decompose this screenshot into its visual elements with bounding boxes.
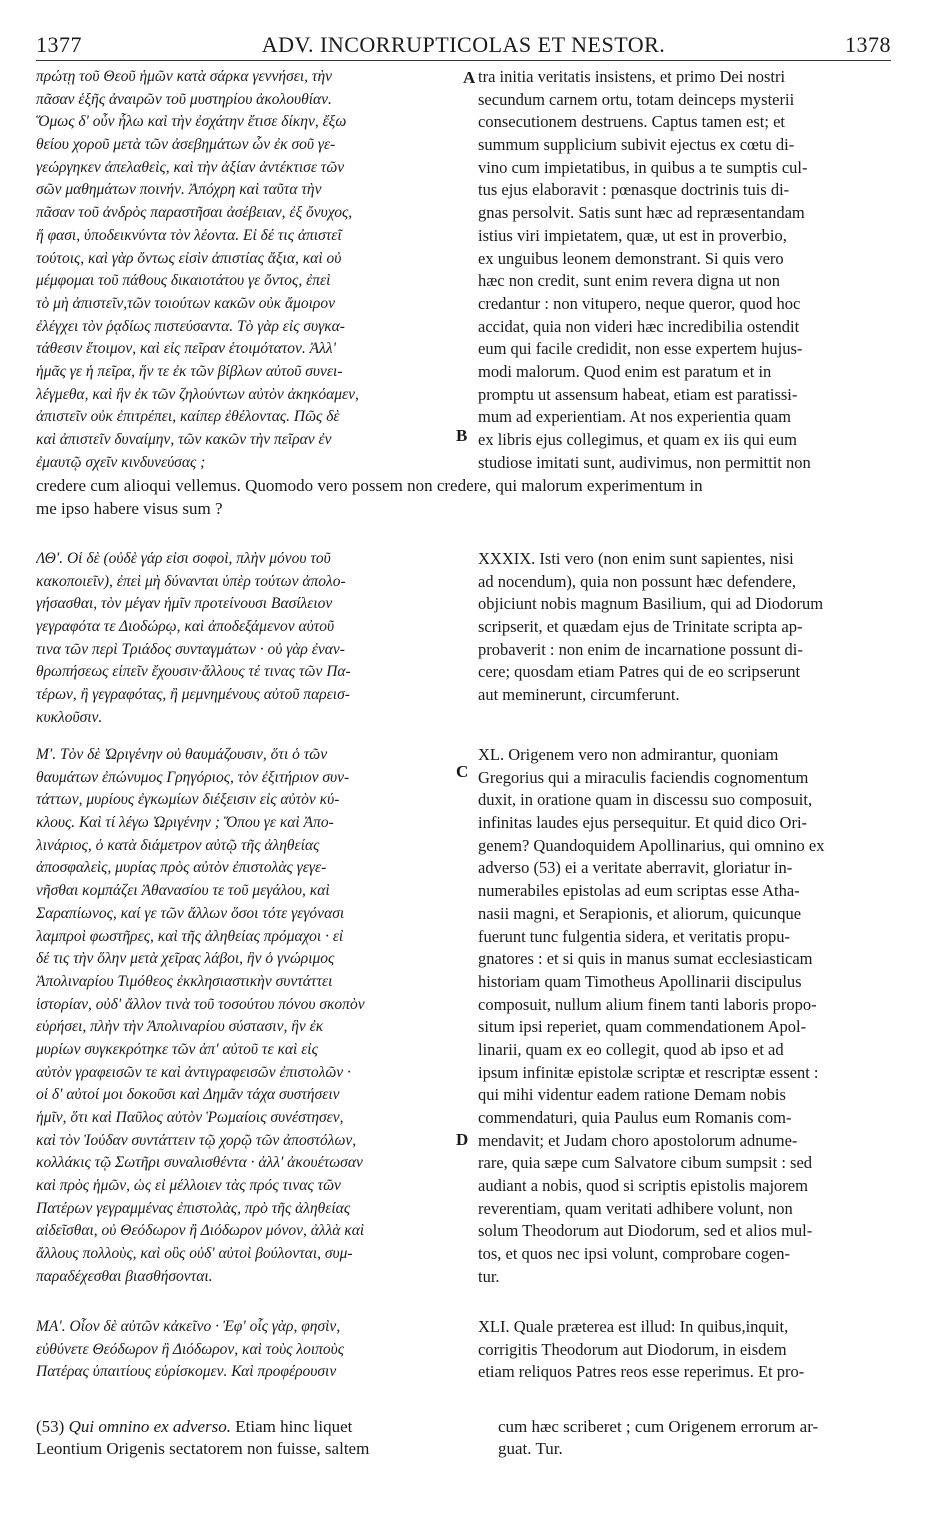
greek-line: θρωπήσεως εἰπεῖν ἔχουσιν·ἄλλους τέ τινας τῶν Πα- [36,663,351,681]
latin-line: corrigitis Theodorum aut Diodorum, in eisdem [478,1339,787,1359]
latin-line: adverso (53) ei a veritate aberravit, gloriatur in- [478,858,793,878]
latin-line: consecutionem destruens. Captus tamen est; et [478,112,786,132]
greek-line: καὶ τὸν Ἰούδαν συντάττειν τῷ χορῷ τῶν ἀποστόλων, [36,1131,357,1149]
greek-line: Πατέρας ὑπαιτίους εὑρίσκομεν. Καὶ προφέρουσιν [36,1363,337,1381]
greek-line: ἄλλους πολλοὺς, καὶ οὓς οὐδ' αὐτοὶ βούλονται, συμ- [36,1245,353,1263]
greek-line: τούτοις, καὶ γὰρ ὄντως εἰσὶν ἀπιστίας ἄξια, καὶ οὐ [36,249,342,267]
margin-marker-d: D [456,1130,469,1149]
latin-line: genem? Quandoquidem Apollinarius, qui omnino ex [478,835,825,855]
latin-line: ipsum infinitæ epistolæ scriptæ et rescriptæ essent : [478,1062,819,1082]
greek-line: τὸ μὴ ἀπιστεῖν,τῶν τοιούτων κακῶν οὐκ ἄμοιρον [36,294,335,312]
greek-line: γεγραφότα τε Διοδώρῳ, καὶ ἀποδεξάμενον αὐτοῦ [36,618,335,636]
greek-line: ἥ φασι, ὑποδεικνύντα τὸν λέοντα. Εἰ δέ τις ἀπιστεῖ [36,226,342,244]
greek-line: πᾶσαν τοῦ ἀνδρὸς παραστῆσαι ἀσέβειαν, ἐξ ὄνυχος, [36,204,353,222]
latin-line: objiciunt nobis magnum Basilium, qui ad Diodorum [478,594,824,614]
latin-line: tus ejus elaboravit : pœnasque doctrinis tuis di- [478,180,790,200]
latin-line: cere; quosdam etiam Patres qui de eo scripserunt [478,662,801,682]
latin-line: probaverit : non enim de incarnatione possunt di- [478,639,803,659]
greek-column-block4 [36,1316,456,1384]
latin-line: XXXIX. Isti vero (non enim sunt sapientes, nisi [478,549,794,568]
latin-line: mendavit; et Judam choro apostolorum adnume- [478,1130,798,1150]
latin-line: ex libris ejus collegimus, et quam ex iis qui eum [478,430,797,449]
greek-line: ἡμᾶς γε ἡ πεῖρα, ἥν τε ἐκ τῶν βίβλων αὐτοῦ συνει- [36,362,343,380]
greek-column-block1 [36,66,456,474]
greek-line: Μ'. Τὸν δὲ Ὠριγένην οὐ θαυμάζουσιν, ὅτι ὁ τῶν [36,746,328,763]
latin-line: promptu ut assensum habeat, etiam est paratissi- [478,384,798,404]
greek-line: Ἀπολιναρίου Τιμόθεος ἐκκλησιαστικὴν συντάττει [36,972,333,990]
latin-line: credantur : non vitupero, neque queror, quod hoc [478,293,801,313]
greek-line: θαυμάτων ἐπώνυμος Γρηγόριος, τὸν ἐξιτήριον συν- [36,768,350,786]
latin-column-block4 [478,1316,890,1384]
latin-line: aut meminerunt, circumferunt. [478,685,680,705]
greek-line: ΜΑ'. Οἷον δὲ αὐτῶν κἀκεῖνο · Ἐφ' οἷς γὰρ, φησὶν, [36,1318,341,1335]
latin-line: solum Theodorum aut Diodorum, sed et alios mul- [478,1221,813,1241]
greek-line: αἰδεῖσθαι, οὐ Θεόδωρον ἢ Διόδωρον μόνον, ἀλλὰ καὶ [36,1222,365,1240]
greek-line: μέμφομαι τοῦ πάθους δικαιοτάτου γε ὄντος, ἐπεὶ [36,272,331,290]
latin-line: numerabiles epistolas ad eum scriptas esse Atha- [478,881,800,901]
latin-line: mum ad experientiam. At nos experientia quam [478,407,791,427]
page-header [36,30,891,61]
latin-line: fuerunt tunc fulgentia sidera, et veritatis propu- [478,926,791,946]
footnote-right-line2: guat. Tur. [498,1439,563,1458]
latin-line: XLI. Quale præterea est illud: In quibus,inquit, [478,1317,789,1336]
greek-line: ἱστορίαν, οὐδ' ἄλλον τινὰ τοῦ τοσούτου πόνου σκοπὸν [36,995,365,1013]
latin-line: composuit, nullum alium finem tanti laboris propo- [478,994,817,1014]
latin-line: linarii, quam ex eo collegit, quod ab ipso et ad [478,1039,784,1059]
greek-line: καὶ ἀπιστεῖν δυναίμην, τῶν κακῶν τὴν πεῖραν ἐν [36,431,332,448]
footnote-number: (53) [36,1417,65,1436]
margin-marker-b: B [456,426,468,445]
latin-line: nasii magni, et Serapionis, et aliorum, quicunque [478,903,802,923]
footnote-right-line1: cum hæc scriberet ; cum Origenem errorum ar- [498,1417,819,1436]
latin-line: infinitas laudes ejus persequitur. Et quid dico Ori- [478,813,808,833]
footnote-left [36,1416,456,1460]
footnote-right [498,1416,890,1460]
greek-line: Πατέρων γεγραμμένας ἐπιστολὰς, πρὸ τῆς ἀληθείας [36,1199,351,1217]
greek-line: ΛΘ'. Οἱ δὲ (οὐδὲ γάρ εἰσι σοφοὶ, πλὴν μόνου τοῦ [36,550,331,567]
greek-line: κακοποιεῖν), ἐπεὶ μὴ δύνανται ὑπὲρ τούτων ἀπολο- [36,572,346,590]
greek-line: ἀπιστεῖν οὐκ ἐπιτρέπει, καίπερ ἐθέλοντας. Πῶς δὲ [36,408,340,426]
latin-line: scripserit, et quædam ejus de Trinitate scripta ap- [478,617,803,637]
greek-line: τάθεσιν ἕτοιμον, καὶ εἰς πεῖραν ἑτοιμότατον. Ἀλλ' [36,340,336,358]
latin-line: etiam reliquos Patres reos esse reperimus. Et pro- [478,1362,805,1382]
greek-line: σῶν μαθημάτων ποινήν. Ἀπόχρη καὶ ταῦτα τὴν [36,181,322,199]
greek-line: τέρων, ἢ γεγραφότας, ἢ μεμνημένους αὐτοῦ παρεισ- [36,686,350,704]
greek-line: τινα τῶν περὶ Τριάδος συνταγμάτων · οὐ γὰρ ἐναν- [36,640,345,658]
latin-line: situm ipsi reperiet, quam commendationem Apol- [478,1017,807,1037]
greek-line: ἡμῖν, ὅτι καὶ Παῦλος αὐτὸν Ῥωμαίοις συνέστησεν, [36,1109,344,1126]
latin-line: tur. [478,1266,500,1286]
greek-line: Ὅμως δ' οὖν ἧλω καὶ τὴν ἐσχάτην ἔτισε δίκην, ἔξω [36,113,347,131]
latin-line: accidat, quia non videri hæc incredibilia ostendit [478,316,800,336]
greek-line: κλους. Καὶ τί λέγω Ὠριγένην ; Ὅπου γε καὶ Ἀπο- [36,814,334,832]
latin-line: eum qui facile credidit, non esse expertem hujus- [478,339,803,359]
latin-line: tos, et quos nec ipsi volunt, comprobare cogen- [478,1244,791,1264]
running-title: ADV. INCORRUPTICOLAS ET NESTOR. [261,32,666,57]
greek-line: γήσασθαι, τὸν μέγαν ἡμῖν προτείνουσι Βασίλειον [36,595,333,613]
footnote-text: Etiam hinc liquet [235,1417,353,1436]
latin-line: secundum carnem ortu, totam deinceps mysterii [478,89,795,109]
greek-line: κολλάκις τῷ Σωτῆρι συναλισθέντα · ἀλλ' ἀκουέτωσαν [36,1154,363,1172]
greek-line: ἐμαυτῷ σχεῖν κινδυνεύσας ; [36,453,206,471]
latin-line: hæc non credit, sunt enim revera digna ut non [478,271,780,291]
latin-line: Gregorius qui a miraculis faciendis cognomentum [478,767,809,787]
latin-line: rare, quia sæpe cum Salvatore cibum sumpsit : sed [478,1153,813,1173]
greek-line: πρώτῃ τοῦ Θεοῦ ἡμῶν κατὰ σάρκα γεννήσει, τὴν [36,68,333,85]
greek-line: Σαραπίωνος, καί γε τῶν ἄλλων ὅσοι τότε γεγόνασι [36,904,345,922]
latin-line: historiam quam Timotheus Apollinarii discipulus [478,971,802,991]
latin-line: vino cum impietatibus, in quibus a te sumptis cul- [478,157,808,177]
full-width-continuation [36,475,891,520]
footnote-emphasis: Qui omnino ex adverso. [68,1417,231,1436]
greek-line: νῆσθαι κομπάζει Ἀθανασίου τε τοῦ μεγάλου, καὶ [36,882,330,900]
greek-line: θείου χοροῦ μετὰ τῶν ἀσεβημάτων ὧν ἐκ σοῦ γε- [36,136,336,154]
latin-line: summum supplicium subivit ejectus ex cœtu di- [478,135,795,155]
greek-line: ἐλέγχει τὸν ῥᾳδίως πιστεύσαντα. Τὸ γὰρ εἰς συγκα- [36,317,345,335]
greek-line: μυρίων συγκεκρότηκε τῶν ἀπ' αὐτοῦ τε καὶ εἰς [36,1040,318,1058]
page-number-right: 1378 [845,32,891,57]
full-line: credere cum alioqui vellemus. Quomodo vero possem non credere, qui malorum experimentum in [36,476,703,495]
latin-line: studiose imitati sunt, audivimus, non permittit non [478,452,811,472]
full-line: me ipso habere visus sum ? [36,498,223,518]
greek-line: δέ τις τὴν ὅλην μετὰ χεῖρας λάβοι, ἣν ὁ γνώριμος [36,950,335,968]
margin-marker-a: A [463,68,476,87]
footnote-line2: Leontium Origenis sectatorem non fuisse, saltem [36,1439,370,1458]
greek-line: τάττων, μυρίους ἐγκωμίων διέξεισιν εἰς αὐτὸν κύ- [36,791,340,809]
latin-line: duxit, in oratione quam in discessu suo composuit, [478,790,813,810]
greek-line: αὐτὸν γραφεισῶν τε καὶ ἀντιγραφεισῶν ἐπιστολῶν · [36,1063,351,1081]
latin-column-block1 [478,66,890,474]
greek-line: οἱ δ' αὐτοί μοι δοκοῦσι καὶ Δημᾶν τάχα συστήσειν [36,1086,340,1104]
latin-column-block3 [478,744,890,1289]
latin-line: modi malorum. Quod enim est paratum et in [478,361,772,381]
latin-column-block2 [478,548,890,707]
greek-line: πᾶσαν ἑξῆς ἀναιρῶν τοῦ μυστηρίου ἀκολουθίαν. [36,90,332,108]
latin-line: qui mihi videntur eadem ratione Demam nobis [478,1085,786,1105]
greek-line: κυκλοῦσιν. [36,708,103,726]
greek-line: εὑρήσει, πλὴν τὴν Ἀπολιναρίου σύστασιν, ἣν ἐκ [36,1018,324,1036]
greek-line: λέγμεθα, καὶ ἣν ἐκ τῶν ζηλούντων αὐτὸν ἀκηκόαμεν, [36,385,359,403]
page-number-left: 1377 [36,32,82,57]
latin-line: ex unguibus leonem demonstrant. Si quis vero [478,248,784,268]
latin-line: XL. Origenem vero non admirantur, quoniam [478,745,779,764]
greek-line: παραδέχεσθαι βιασθήσονται. [36,1267,213,1285]
latin-line: istius viri impietatem, quæ, ut est in proverbio, [478,225,787,245]
greek-column-block2 [36,548,456,730]
greek-line: λινάριος, ὁ κατὰ διάμετρον αὐτῷ τῆς ἀληθείας [36,836,320,854]
latin-line: tra initia veritatis insistens, et primo Dei nostri [478,67,786,86]
latin-line: gnas persolvit. Satis sunt hæc ad repræsentandam [478,203,805,223]
latin-line: gnatores : et si quis in manus sumat ecclesiasticam [478,949,813,969]
latin-line: audiant a nobis, quod si scriptis epistolis majorem [478,1176,808,1196]
latin-line: reverentiam, quam veritati adhibere volunt, non [478,1198,793,1218]
greek-line: γεώργηκεν ἀπελαθεὶς, καὶ τὴν ἀξίαν ἀντέκτισε τῶν [36,158,345,176]
greek-line: καὶ πρὸς ἡμῶν, ὡς εἰ μέλλοιεν τὰς πρός τινας τῶν [36,1177,341,1195]
latin-line: ad nocendum), quia non possunt hæc defendere, [478,571,796,591]
margin-marker-c: C [456,762,469,781]
greek-line: ἀποσφαλεὶς, μυρίας πρὸς αὐτὸν ἐπιστολὰς γεγε- [36,859,327,877]
greek-line: λαμπροὶ φωστῆρες, καὶ τῆς ἀληθείας πρόμαχοι · εἰ [36,927,344,945]
greek-line: εὐθύνετε Θεόδωρον ἢ Διόδωρον, καὶ τοὺς λοιποὺς [36,1340,345,1358]
latin-line: commendaturi, quia Paulus eum Romanis com- [478,1108,792,1127]
greek-column-block3 [36,744,456,1289]
